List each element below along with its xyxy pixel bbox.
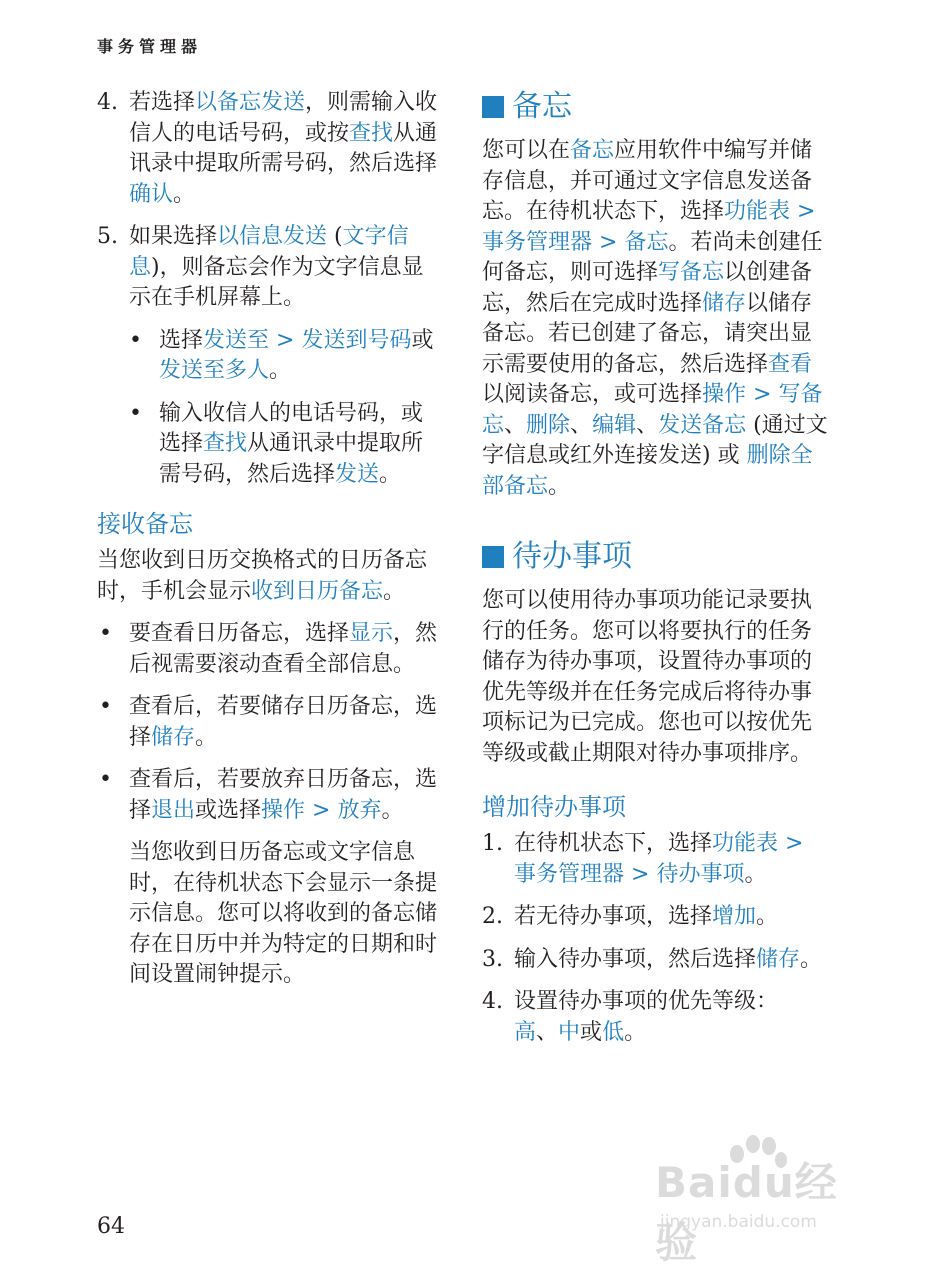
text: 以储存备忘。若已创建了备忘，请突出显示需要使用的备忘，然后选择 — [482, 290, 813, 377]
square-bullet-icon — [482, 96, 504, 118]
text: 或选择 — [195, 797, 262, 823]
receive-bullet-3 — [97, 765, 442, 826]
separator: > — [592, 229, 625, 255]
step-number: 1. — [482, 831, 503, 856]
step-1 — [482, 829, 830, 890]
link-edit: 编辑 — [592, 412, 637, 438]
link-organizer: 事务管理器 — [514, 861, 625, 887]
text: 选择 — [159, 327, 204, 353]
text: 。 — [744, 861, 767, 887]
step-number: 2. — [482, 904, 503, 929]
todo-paragraph: 您可以使用待办事项功能记录要执行的任务。您可以将要执行的任务储存为待办事项，设置待办事项的优先等级并在任务完成后将待办事项标记为已完成。您也可以按优先等级或截止期限对待办事项排序。 — [482, 588, 813, 766]
receive-memo-heading: 接收备忘 — [97, 510, 193, 538]
text: 应用软件中编写并储存信息，并可通过文字信息发送备忘。在待机状态下，选择 — [482, 138, 813, 224]
link-high: 高 — [514, 1019, 537, 1045]
link-menu: 功能表 — [712, 831, 779, 856]
link-menu: 功能表 — [724, 199, 791, 224]
text: ，然后视需要滚动查看全部信息。 — [129, 621, 438, 677]
receive-paragraph — [97, 546, 442, 607]
link-view: 查看 — [768, 351, 813, 377]
text: 输入待办事项，然后选择 — [514, 946, 757, 972]
item-number: 5. — [97, 224, 118, 249]
separator: > — [790, 199, 816, 224]
todo-section-heading — [482, 538, 830, 576]
text: 。 — [173, 181, 196, 207]
link-medium: 中 — [558, 1019, 581, 1045]
step-4 — [482, 987, 830, 1048]
bullet-icon: • — [99, 767, 112, 792]
add-todo-heading: 增加待办事项 — [482, 793, 626, 821]
text: 或 — [411, 327, 434, 353]
text: 。 — [800, 946, 823, 972]
link-send-as-message: 以信息发送 — [217, 224, 328, 249]
memo-heading-text: 备忘 — [512, 89, 572, 124]
text: 、 — [570, 412, 593, 438]
text: 。 — [756, 904, 779, 929]
square-bullet-icon — [482, 546, 504, 568]
text: 以创建备忘，然后在完成时选择 — [482, 260, 813, 316]
memo-paragraph — [482, 136, 830, 502]
bullet-icon: • — [129, 400, 142, 426]
text: 当您收到日历交换格式的日历备忘时，手机会显示 — [97, 548, 428, 604]
text: 或 — [580, 1019, 603, 1045]
text: 、 — [504, 412, 527, 438]
separator: > — [305, 797, 338, 823]
link-find: 查找 — [203, 431, 248, 456]
separator: > — [269, 327, 302, 353]
link-write-memo: 写备忘 — [658, 260, 725, 285]
right-column — [482, 88, 830, 1060]
text: 您可以在 — [482, 138, 571, 163]
text: 。 — [379, 461, 402, 487]
sub-bullet-1 — [127, 326, 442, 387]
receive-bullet-2 — [97, 692, 442, 753]
text: 若选择 — [129, 90, 196, 115]
text: 查看后，若要放弃日历备忘，选择 — [129, 767, 438, 823]
link-text-message: 文字信息 — [129, 224, 409, 280]
bullet-icon: • — [129, 327, 142, 353]
link-save: 储存 — [702, 290, 747, 316]
running-head: 事务管理器 — [97, 37, 203, 56]
left-column — [97, 88, 442, 991]
text: 以阅读备忘，或可选择 — [482, 382, 703, 407]
link-received-calendar-memo: 收到日历备忘 — [251, 578, 384, 604]
baidu-watermark — [655, 1140, 875, 1267]
link-send-to-number: 发送到号码 — [301, 327, 412, 353]
todo-heading-text: 待办事项 — [512, 539, 632, 574]
watermark-brand: Baidu经验 — [655, 1158, 838, 1267]
link-confirm: 确认 — [129, 181, 174, 207]
sub-bullet-2 — [127, 399, 442, 491]
text: 如果选择 — [129, 224, 218, 249]
link-discard: 放弃 — [337, 797, 382, 823]
link-write-memo: 写备忘 — [482, 382, 823, 438]
link-send-to: 发送至 — [203, 327, 270, 353]
step-2 — [482, 902, 830, 933]
separator: > — [746, 382, 779, 407]
link-send: 发送 — [335, 461, 380, 487]
link-add: 增加 — [712, 904, 757, 929]
link-delete-all-memos: 删除全部备忘 — [482, 443, 813, 499]
link-save: 储存 — [756, 946, 801, 972]
text: 。 — [624, 1019, 647, 1045]
link-options: 操作 — [261, 797, 306, 823]
link-low: 低 — [602, 1019, 625, 1045]
link-send-memo: 发送备忘 — [658, 412, 747, 438]
link-send-as-memo: 以备忘发送 — [195, 90, 306, 115]
link-todo: 待办事项 — [656, 861, 745, 887]
separator: > — [778, 831, 804, 856]
text: (通过文字信息或红外连接发送) 或 — [482, 412, 828, 468]
memo-section-heading — [482, 88, 830, 126]
step-number: 3. — [482, 946, 503, 972]
link-find: 查找 — [349, 120, 394, 146]
text: 、 — [536, 1019, 559, 1045]
page-number: 64 — [97, 1214, 125, 1239]
item-number: 4. — [97, 90, 118, 115]
list-item-5 — [97, 222, 442, 314]
text: 要查看日历备忘，选择 — [129, 621, 350, 646]
text: )，则备忘会作为文字信息显示在手机屏幕上。 — [129, 254, 424, 310]
text: 。若尚未创建任何备忘，则可选择 — [482, 229, 823, 285]
bullet-icon: • — [99, 621, 112, 646]
link-show: 显示 — [349, 621, 394, 646]
text: 若无待办事项，选择 — [514, 904, 713, 929]
link-memo: 备忘 — [570, 138, 615, 163]
watermark-url: jingyan.baidu.com — [660, 1212, 817, 1232]
receive-bullet-1 — [97, 619, 442, 680]
step-number: 4. — [482, 989, 503, 1014]
text: 。 — [195, 724, 218, 750]
text: 。 — [383, 578, 406, 604]
text: 输入收信人的电话号码，或选择 — [159, 400, 424, 456]
text: 设置待办事项的优先等级： — [514, 989, 779, 1014]
link-organizer: 事务管理器 — [482, 229, 593, 255]
text: 在待机状态下，选择 — [514, 831, 713, 856]
link-delete: 删除 — [526, 412, 571, 438]
list-item-4 — [97, 88, 442, 210]
text: 。 — [381, 797, 404, 823]
link-exit: 退出 — [151, 797, 196, 823]
text: ( — [327, 224, 343, 249]
text: 。 — [269, 358, 292, 383]
text: 从通讯录中提取所需号码，然后选择 — [129, 120, 438, 176]
link-memo: 备忘 — [624, 229, 669, 255]
text: 从通讯录中提取所需号码，然后选择 — [159, 431, 424, 487]
text: ，则需输入收信人的电话号码，或按 — [129, 90, 438, 146]
receive-note: 当您收到日历备忘或文字信息时，在待机状态下会显示一条提示信息。您可以将收到的备忘储存在日历中并为特定的日期和时间设置闹钟提示。 — [129, 840, 438, 987]
link-send-to-many: 发送至多人 — [159, 358, 270, 383]
link-save: 储存 — [151, 724, 196, 750]
text: 。 — [548, 473, 571, 499]
separator: > — [624, 861, 657, 887]
bullet-icon: • — [99, 694, 112, 719]
text: 查看后，若要储存日历备忘，选择 — [129, 694, 438, 750]
step-3 — [482, 945, 830, 976]
link-options: 操作 — [702, 382, 747, 407]
text: 、 — [636, 412, 659, 438]
